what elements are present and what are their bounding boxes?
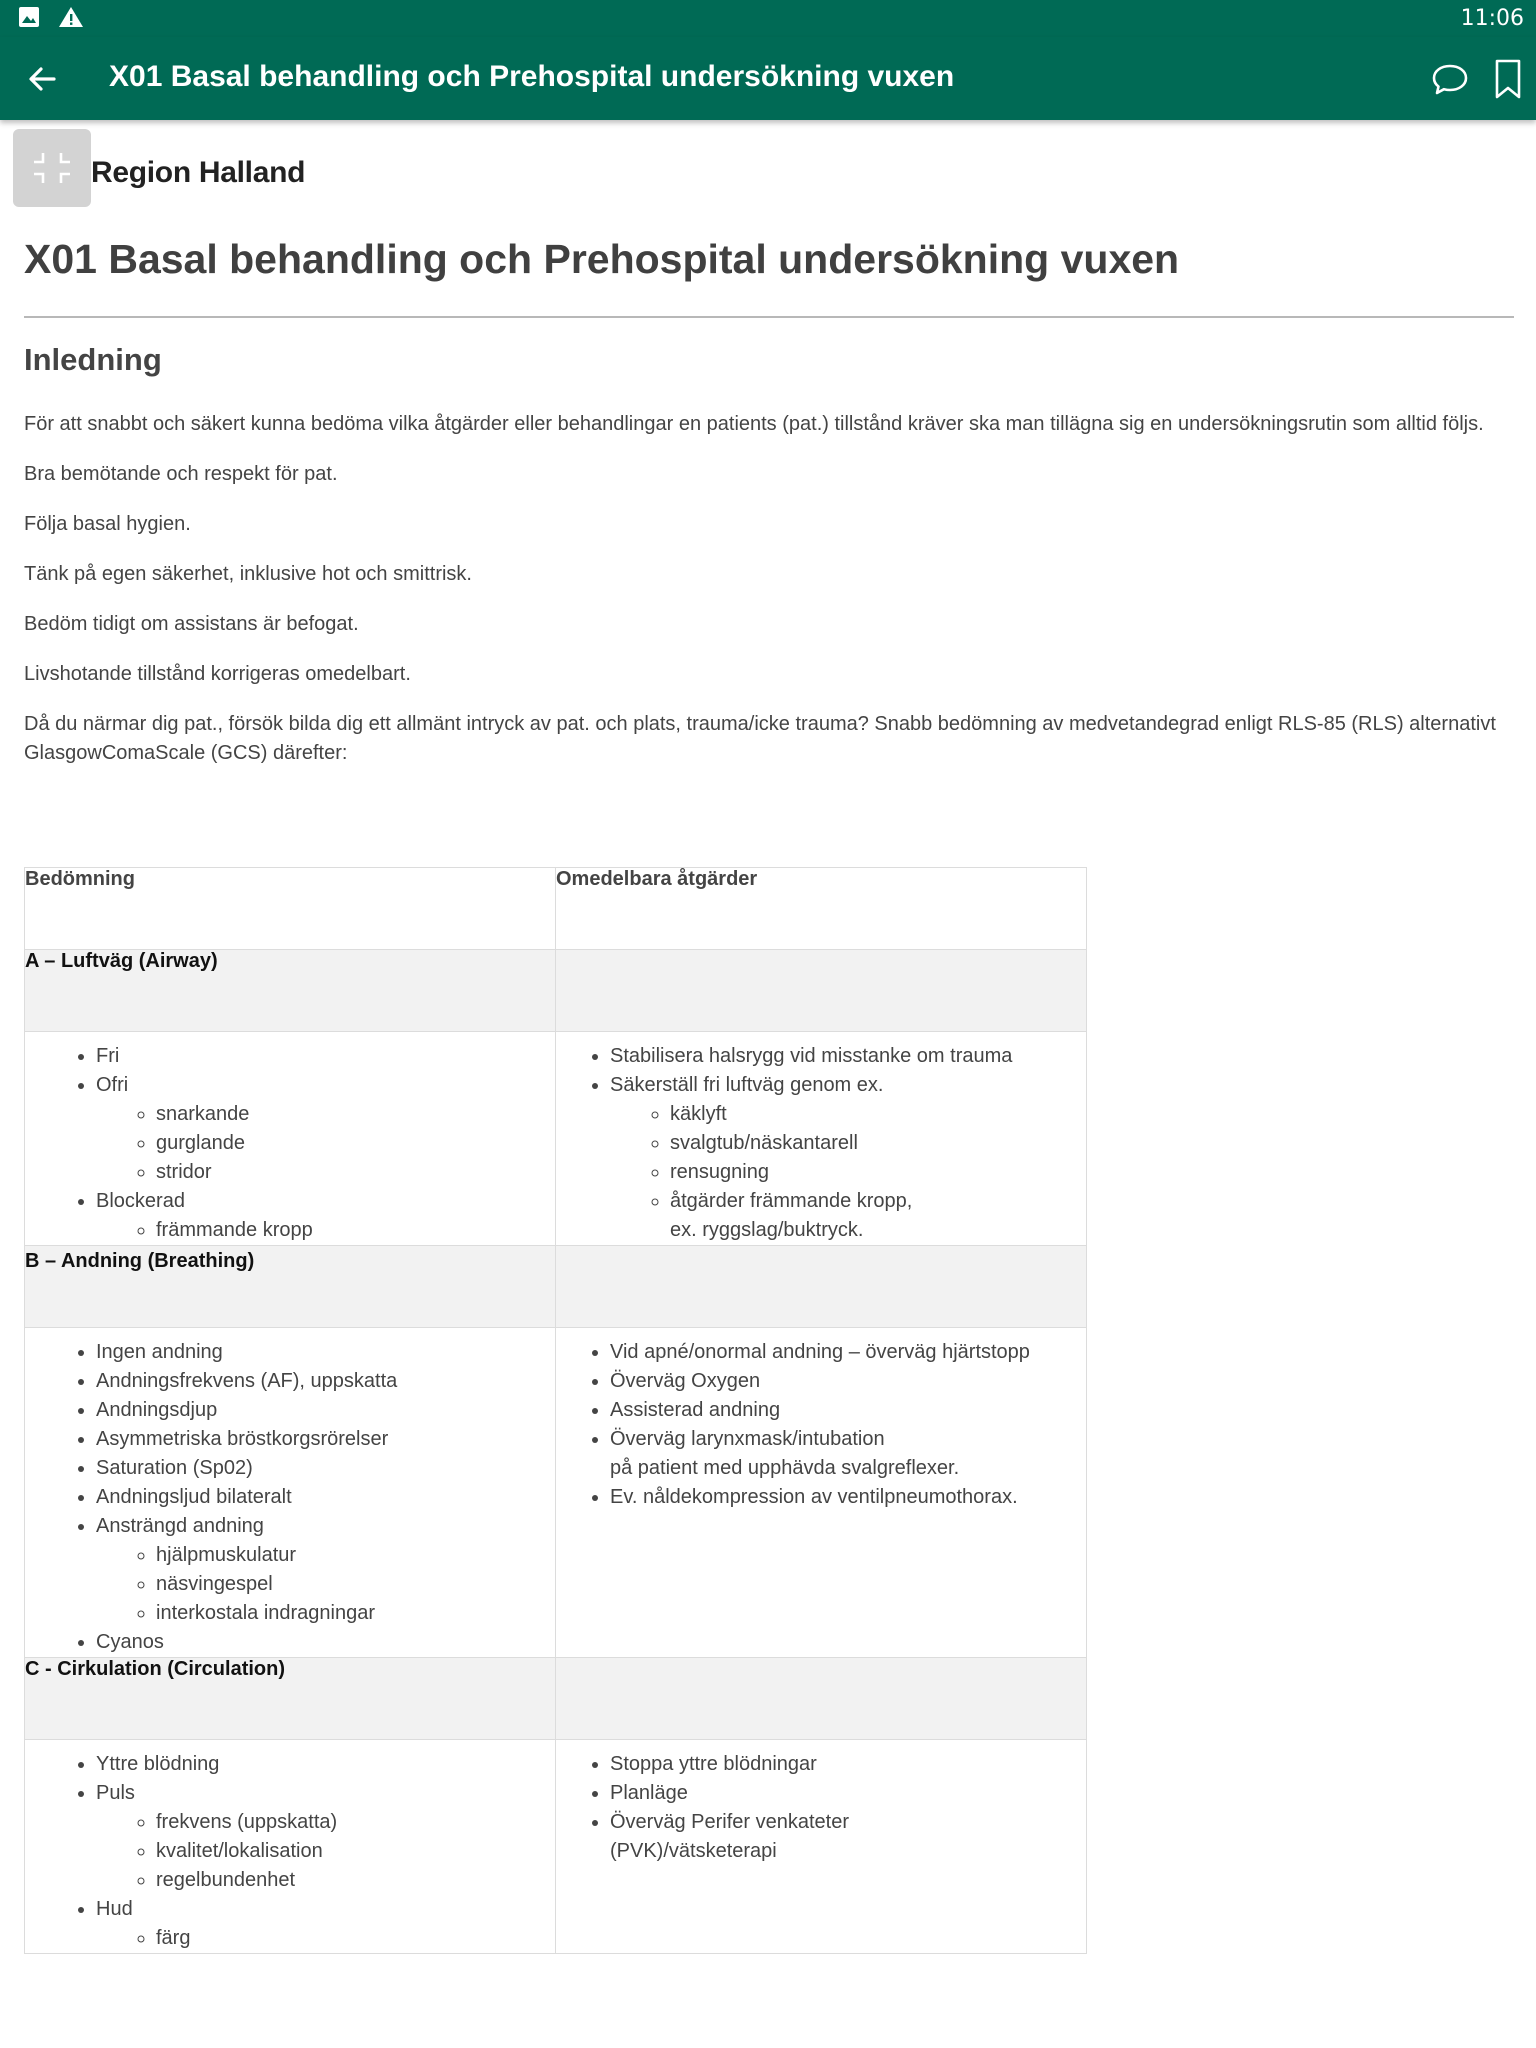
section-title: B – Andning (Breathing) [25, 1246, 556, 1328]
list-item: • Yttre blödning [96, 1750, 555, 1779]
list-item: • Planläge [610, 1779, 1086, 1808]
assessment-cell [25, 1328, 556, 1658]
warning-icon [58, 6, 84, 33]
sub-list-item: ◦ svalgtub/näskantarell [670, 1129, 1086, 1158]
paragraph: Då du närmar dig pat., försök bilda dig ett allmänt intryck av pat. och plats, trauma/icke trauma? Snabb bedömning av medvetandegrad enligt RLS-85 (RLS) alternativt GlasgowComaScale (GCS) därefter: [24, 713, 1496, 764]
list-item: • Andningsljud bilateralt [96, 1483, 555, 1512]
list-item: • Andningsfrekvens (AF), uppskatta [96, 1367, 555, 1396]
list-item: • Överväg Oxygen [610, 1367, 1086, 1396]
sub-list-item: ◦ frekvens (uppskatta) [156, 1808, 555, 1837]
arrow-back-icon [22, 59, 62, 99]
sub-list-item: ◦ gurglande [156, 1129, 555, 1158]
section-row-airway [25, 950, 1087, 1032]
content-row-airway [25, 1032, 1087, 1246]
list-item: • Stabilisera halsrygg vid misstanke om trauma [610, 1042, 1086, 1071]
list-item-continuation: (PVK)/vätsketerapi [610, 1840, 777, 1862]
sub-list-item: ◦ snarkande [156, 1100, 555, 1129]
list-item: • Assisterad andning [610, 1396, 1086, 1425]
sub-list-item: ◦ färg [156, 1924, 555, 1953]
list-item: • Ev. nåldekompression av ventilpneumothorax. [610, 1483, 1086, 1512]
sub-list-item: ◦ hjälpmuskulatur [156, 1541, 555, 1570]
status-time: 11:06 [1460, 6, 1524, 31]
section-title-empty [556, 950, 1087, 1032]
image-notification-icon [18, 6, 40, 33]
list-item: • Överväg larynxmask/intubation på patient med upphävda svalgreflexer. [610, 1425, 1086, 1483]
back-button[interactable] [22, 59, 62, 99]
content-row-breathing [25, 1328, 1087, 1658]
list-item: • Cyanos [96, 1628, 555, 1657]
section-title: A – Luftväg (Airway) [25, 950, 556, 1032]
list-item: • Hud ◦ färg [96, 1895, 555, 1953]
sub-list-item: ◦ främmande kropp [156, 1216, 555, 1245]
sub-list-item: ◦ regelbundenhet [156, 1866, 555, 1895]
chat-bubble-icon [1430, 59, 1470, 99]
comment-button[interactable] [1430, 59, 1470, 99]
paragraph: Livshotande tillstånd korrigeras omedelbart. [24, 663, 411, 685]
list-item: • Fri [96, 1042, 555, 1071]
section-row-circulation [25, 1658, 1087, 1740]
list-item: • Stoppa yttre blödningar [610, 1750, 1086, 1779]
collapse-button[interactable] [13, 129, 91, 207]
sub-list-item: ◦ stridor [156, 1158, 555, 1187]
list-item: • Puls ◦ frekvens (uppskatta) ◦ kvalitet/lokalisation ◦ regelbundenhet [96, 1779, 555, 1895]
actions-cell [556, 1740, 1087, 1954]
actions-cell [556, 1328, 1087, 1658]
paragraph: Bedöm tidigt om assistans är befogat. [24, 613, 359, 635]
app-bar-title: X01 Basal behandling och Prehospital undersökning vuxen [109, 60, 955, 93]
list-item: • Säkerställ fri luftväg genom ex. ◦ käklyft ◦ svalgtub/näskantarell ◦ rensugning ◦ åtgärder främmande kropp, ex. ryggslag/buktryck. [610, 1071, 1086, 1245]
section-title-empty [556, 1246, 1087, 1328]
assessment-cell [25, 1740, 556, 1954]
section-row-breathing [25, 1246, 1087, 1328]
list-item: • Andningsdjup [96, 1396, 555, 1425]
list-item: • Saturation (Sp02) [96, 1454, 555, 1483]
section-title: C - Cirkulation (Circulation) [25, 1658, 556, 1740]
sub-list-item: ◦ rensugning [670, 1158, 1086, 1187]
intro-paragraphs [24, 410, 1524, 789]
section-heading-inledning: Inledning [24, 342, 162, 377]
list-item: • Ofri ◦ snarkande ◦ gurglande ◦ stridor [96, 1071, 555, 1187]
sub-list-item-continuation: ex. ryggslag/buktryck. [670, 1219, 864, 1241]
list-item: • Blockerad ◦ främmande kropp [96, 1187, 555, 1245]
list-item: • Vid apné/onormal andning – överväg hjärtstopp [610, 1338, 1086, 1367]
paragraph: Bra bemötande och respekt för pat. [24, 463, 338, 485]
list-item-continuation: på patient med upphävda svalgreflexer. [610, 1457, 960, 1479]
list-item: • Ansträngd andning ◦ hjälpmuskulatur ◦ näsvingespel ◦ interkostala indragningar [96, 1512, 555, 1628]
actions-cell [556, 1032, 1087, 1246]
table-header-row [25, 868, 1087, 950]
paragraph: Tänk på egen säkerhet, inklusive hot och smittrisk. [24, 563, 472, 585]
section-title-empty [556, 1658, 1087, 1740]
paragraph: Följa basal hygien. [24, 513, 191, 535]
bookmark-icon [1490, 58, 1526, 100]
paragraph: För att snabbt och säkert kunna bedöma vilka åtgärder eller behandlingar en patients (pat.) tillstånd kräver ska man tillägna sig en undersökningsrutin som alltid följs. [24, 413, 1484, 435]
sub-list-item: ◦ interkostala indragningar [156, 1599, 555, 1628]
sub-list-item: ◦ åtgärder främmande kropp, ex. ryggslag/buktryck. [670, 1187, 1086, 1245]
bookmark-button[interactable] [1490, 58, 1526, 100]
document-content[interactable] [0, 120, 1536, 2048]
collapse-icon [13, 129, 91, 207]
region-halland-logo: Region Halland [91, 156, 306, 189]
list-item: • Ingen andning [96, 1338, 555, 1367]
document-title: X01 Basal behandling och Prehospital undersökning vuxen [24, 236, 1180, 282]
assessment-cell [25, 1032, 556, 1246]
assessment-table [24, 867, 1087, 1954]
sub-list-item: ◦ näsvingespel [156, 1570, 555, 1599]
title-divider [24, 316, 1514, 318]
sub-list-item: ◦ käklyft [670, 1100, 1086, 1129]
column-header-assessment: Bedömning [25, 868, 556, 950]
status-bar [0, 0, 1536, 37]
content-row-circulation [25, 1740, 1087, 1954]
list-item: • Överväg Perifer venkateter (PVK)/vätsketerapi [610, 1808, 1086, 1866]
list-item: • Asymmetriska bröstkorgsrörelser [96, 1425, 555, 1454]
sub-list-item: ◦ kvalitet/lokalisation [156, 1837, 555, 1866]
column-header-actions: Omedelbara åtgärder [556, 868, 1087, 950]
app-bar [0, 37, 1536, 120]
